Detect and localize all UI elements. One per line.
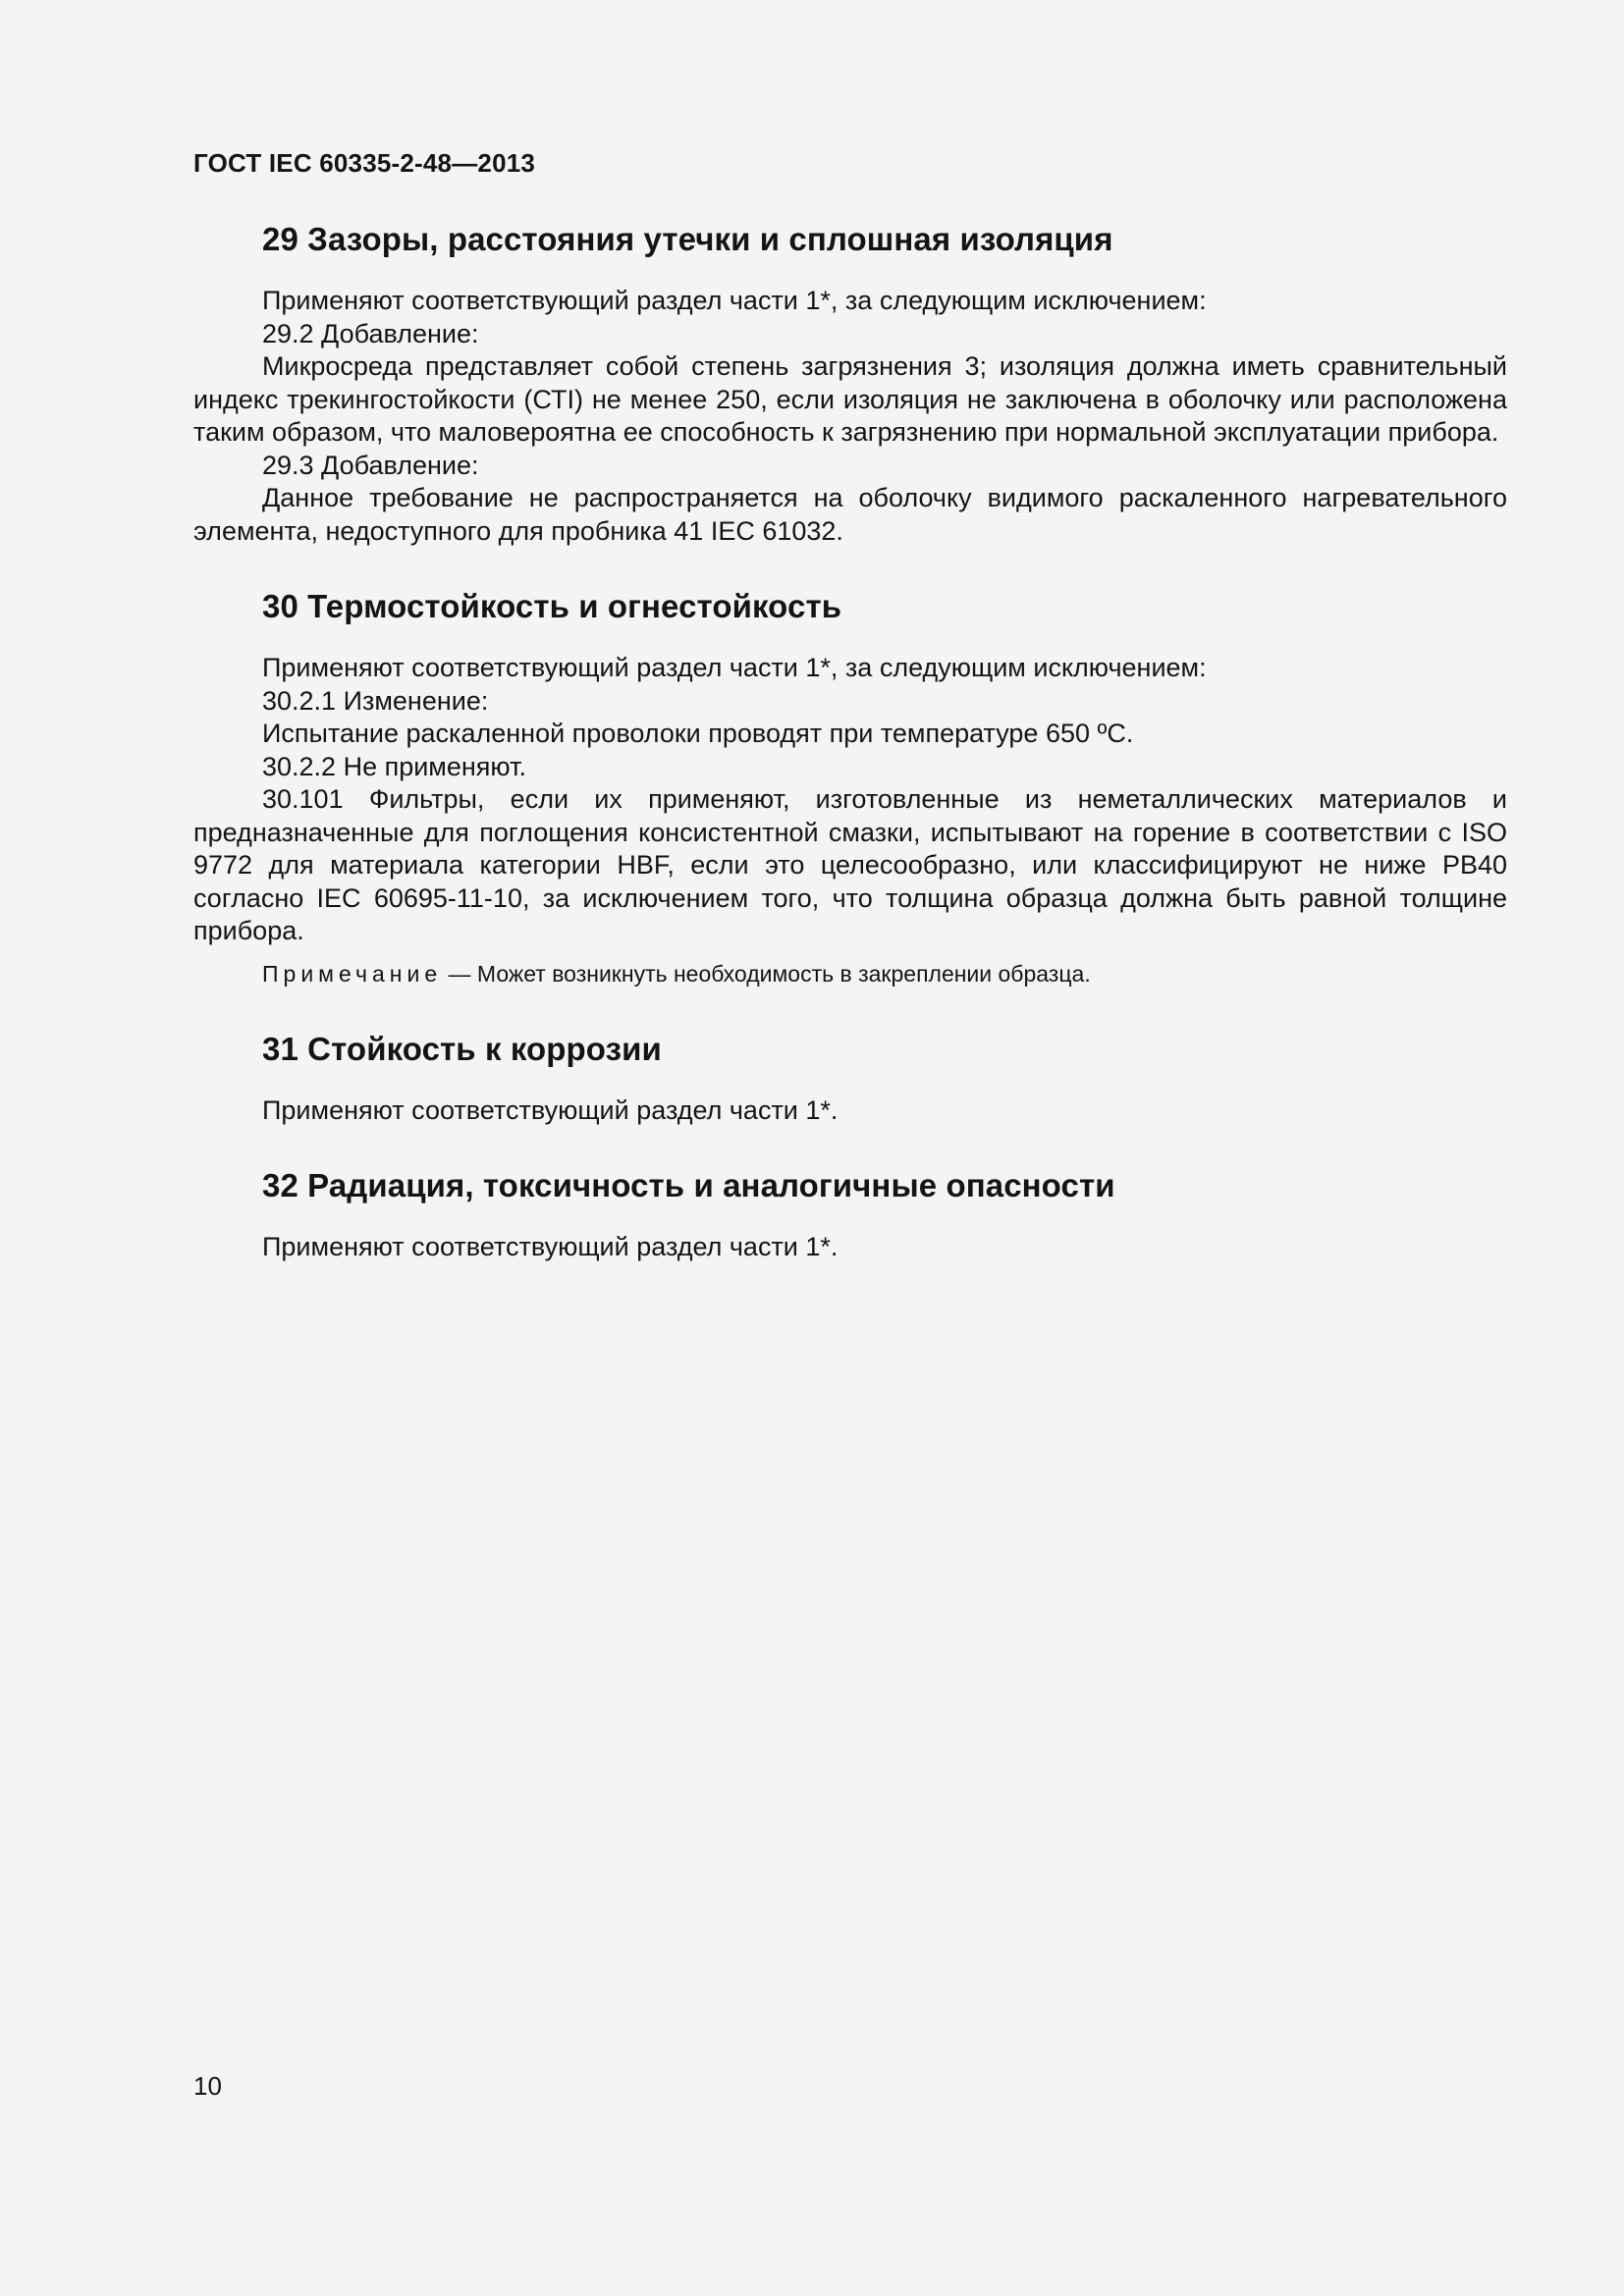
note-dash: — <box>448 960 471 987</box>
paragraph: 29.2 Добавление: <box>262 318 479 348</box>
document-header: ГОСТ IEC 60335-2-48—2013 <box>193 148 536 178</box>
note-text: Может возникнуть необходимость в закреплении образца. <box>476 960 1091 987</box>
section-31 <box>193 1028 1507 1128</box>
paragraph: 29.3 Добавление: <box>262 450 479 480</box>
note-label: Примечание <box>262 960 443 987</box>
document-body <box>193 218 1507 1264</box>
paragraph: Данное требование не распространяется на оболочку видимого раскаленного нагревательного элемента, недоступного для пробника 41 IEC 61032. <box>193 483 1507 546</box>
section-30 <box>193 585 1507 990</box>
section-title: 29 Зазоры, расстояния утечки и сплошная изоляция <box>262 221 1113 257</box>
section-29 <box>193 218 1507 548</box>
paragraph: Применяют соответствующий раздел части 1*, за следующим исключением: <box>262 286 1207 315</box>
paragraph: Применяют соответствующий раздел части 1*, за следующим исключением: <box>262 653 1207 682</box>
page-number: 10 <box>193 2071 222 2101</box>
paragraph: Применяют соответствующий раздел части 1*. <box>262 1232 839 1261</box>
section-title: 31 Стойкость к коррозии <box>262 1030 662 1067</box>
section-32 <box>193 1164 1507 1264</box>
paragraph: Микросреда представляет собой степень загрязнения 3; изоляция должна иметь сравнительный индекс трекингостойкости (СТI) не менее 250, если изоляция не заключена в оболочку или расположена таким образом, что маловероятна ее способность к загрязнению при нормальной эксплуатации прибора. <box>193 351 1507 447</box>
note <box>193 958 1507 990</box>
paragraph: 30.101 Фильтры, если их применяют, изготовленные из неметаллических материалов и предназначенные для поглощения консистентной смазки, испытывают на горение в соответствии с ISO 9772 для материала категории HBF, если это целесообразно, или классифицируют не ниже PB40 согласно IEC 60695-11-10, за исключением того, что толщина образца должна быть равной толщине прибора. <box>193 784 1507 945</box>
paragraph: Испытание раскаленной проволоки проводят при температуре 650 ºС. <box>262 719 1134 748</box>
section-title: 30 Термостойкость и огнестойкость <box>262 588 842 624</box>
paragraph: Применяют соответствующий раздел части 1*. <box>262 1095 839 1125</box>
paragraph: 30.2.2 Не применяют. <box>262 751 526 781</box>
paragraph: 30.2.1 Изменение: <box>262 685 489 716</box>
section-title: 32 Радиация, токсичность и аналогичные опасности <box>262 1167 1115 1203</box>
